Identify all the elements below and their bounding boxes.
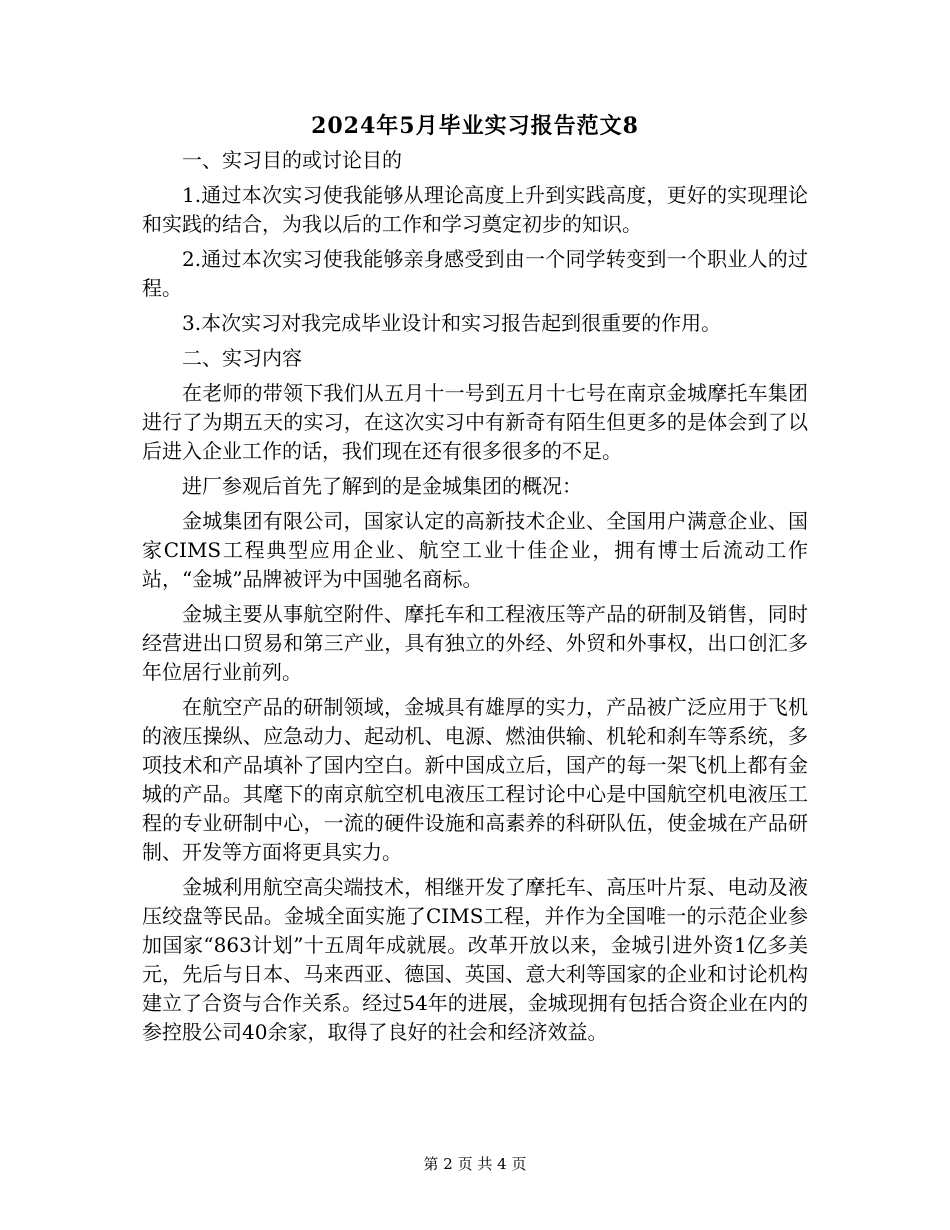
paragraph: 3.本次实习对我完成毕业设计和实习报告起到很重要的作用。 <box>182 311 722 335</box>
page-footer <box>0 1153 950 1175</box>
section-heading-content: 二、实习内容 <box>182 346 302 370</box>
paragraph: 1.通过本次实习使我能够从理论高度上升到实践高度，更好的实现理论和实践的结合，为我以后的工作和学习奠定初步的知识。 <box>142 183 808 236</box>
paragraph: 金城集团有限公司，国家认定的高新技术企业、全国用户满意企业、国家CIMS工程典型应用企业、航空工业十佳企业，拥有博士后流动工作站，“金城”品牌被评为中国驰名商标。 <box>142 509 808 591</box>
paragraph: 在老师的带领下我们从五月十一号到五月十七号在南京金城摩托车集团进行了为期五天的实习，在这次实习中有新奇有陌生但更多的是体会到了以后进入企业工作的话，我们现在还有很多很多的不足。 <box>142 381 808 463</box>
paragraph: 金城利用航空高尖端技术，相继开发了摩托车、高压叶片泵、电动及液压绞盘等民品。金城全面实施了CIMS工程，并作为全国唯一的示范企业参加国家“863计划”十五周年成就展。改革开放以来，金城引进外资1亿多美元，先后与日本、马来西亚、德国、英国、意大利等国家的企业和讨论机构建立了合资与合作关系。经过54年的进展，金城现拥有包括合资企业在内的参控股公司40余家，取得了良好的社会和经济效益。 <box>142 875 808 1044</box>
paragraph: 在航空产品的研制领域，金城具有雄厚的实力，产品被广泛应用于飞机的液压操纵、应急动力、起动机、电源、燃油供输、机轮和刹车等系统，多项技术和产品填补了国内空白。新中国成立后，国产的每一架飞机上都有金城的产品。其麾下的南京航空机电液压工程讨论中心是中国航空机电液压工程的专业研制中心，一流的硬件设施和高素养的科研队伍，使金城在产品研制、开发等方面将更具实力。 <box>142 695 808 864</box>
paragraph: 金城主要从事航空附件、摩托车和工程液压等产品的研制及销售，同时经营进出口贸易和第三产业，具有独立的外经、外贸和外事权，出口创汇多年位居行业前列。 <box>142 602 808 684</box>
document-title: 2024年5月毕业实习报告范文8 <box>311 113 639 139</box>
paragraph: 2.通过本次实习使我能够亲身感受到由一个同学转变到一个职业人的过程。 <box>142 247 808 300</box>
page-number: 第 2 页 共 4 页 <box>423 1155 527 1173</box>
document-body <box>142 146 808 1053</box>
section-heading-purpose: 一、实习目的或讨论目的 <box>182 148 402 172</box>
paragraph: 进厂参观后首先了解到的是金城集团的概况： <box>182 474 582 498</box>
